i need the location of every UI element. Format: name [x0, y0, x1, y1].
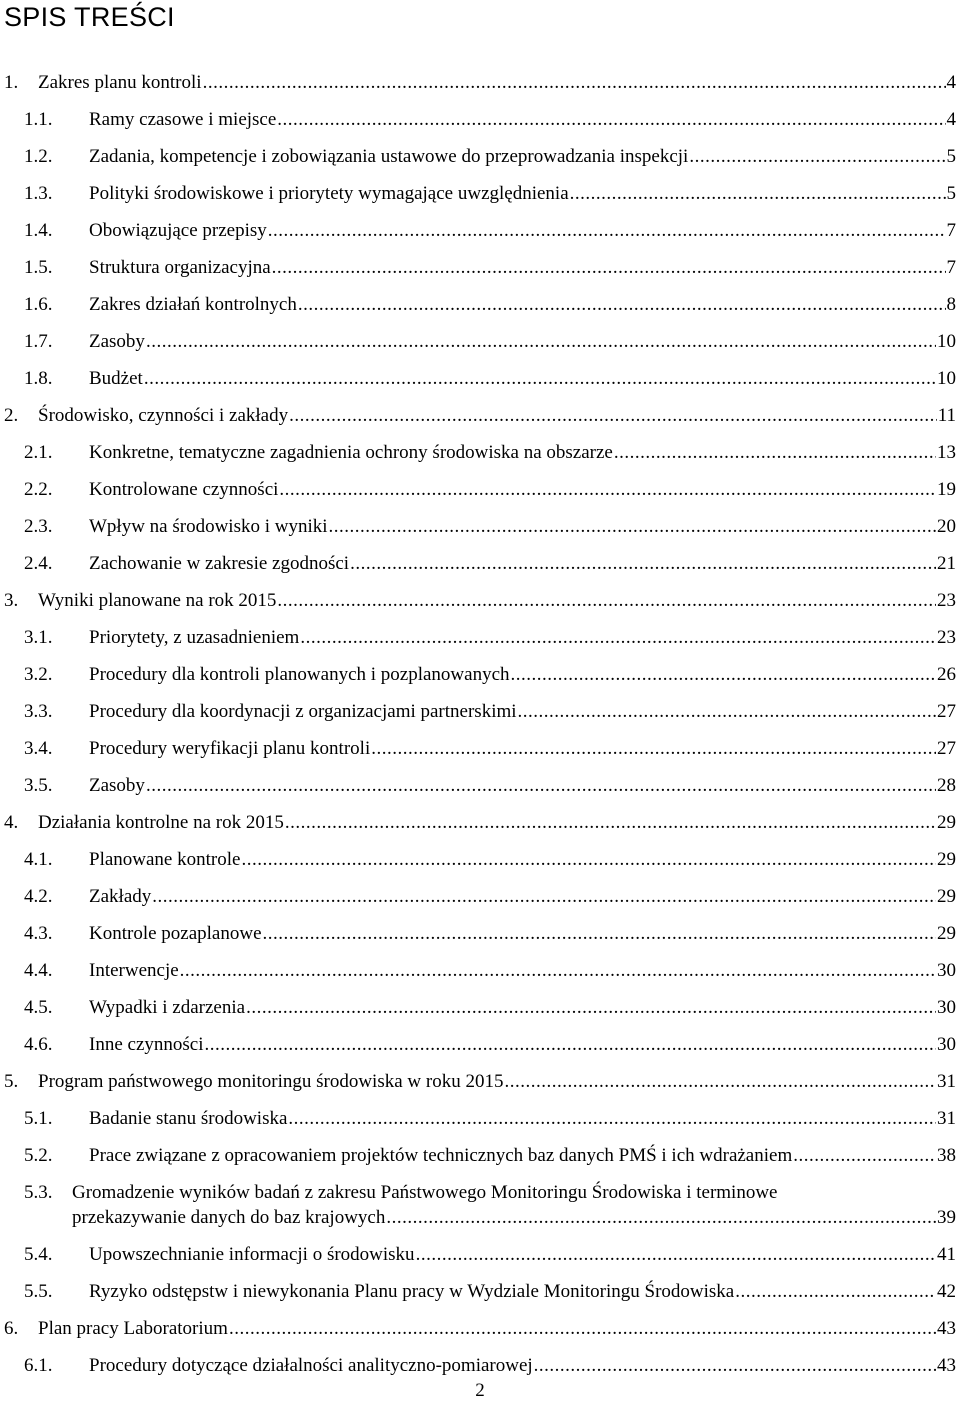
toc-entry-title: Badanie stanu środowiska [89, 1108, 288, 1129]
toc-entry-page: 7 [946, 257, 956, 278]
toc-entry-page: 42 [937, 1281, 956, 1302]
toc-entry-page: 23 [937, 590, 956, 611]
toc-entry-number: 4. [4, 812, 19, 833]
dot-leader [204, 1033, 936, 1057]
toc-entry-number: 4.1. [24, 849, 53, 870]
dot-leader [144, 367, 936, 391]
page-title: SPIS TREŚCI [4, 2, 175, 32]
dot-leader [570, 182, 946, 206]
dot-leader [279, 478, 936, 502]
toc-entry-title: Konkretne, tematyczne zagadnienia ochrony środowiska na obszarze [89, 442, 613, 463]
toc-entry-page: 29 [937, 812, 956, 833]
toc-entry-number: 1.2. [24, 146, 53, 167]
toc-entry-page: 8 [946, 294, 956, 315]
toc-entry-page: 4 [946, 109, 956, 130]
dot-leader [416, 1243, 936, 1267]
toc-entry-page: 31 [937, 1108, 956, 1129]
toc-entry-page: 21 [937, 553, 956, 574]
toc-entry-title: Zakłady [89, 886, 152, 907]
toc-entry-page: 38 [937, 1145, 956, 1166]
toc-entry-title: Polityki środowiskowe i priorytety wymagające uwzględnienia [89, 183, 569, 204]
dot-leader [152, 885, 936, 909]
toc-entry-page: 4 [946, 72, 956, 93]
dot-leader [146, 330, 936, 354]
toc-entry-title: Wpływ na środowisko i wyniki [89, 516, 328, 537]
dot-leader [329, 515, 936, 539]
toc-entry-number: 3.4. [24, 738, 53, 759]
toc-entry-number: 4.5. [24, 997, 53, 1018]
toc-entry-title: Struktura organizacyjna [89, 257, 271, 278]
toc-entry-title: Procedury dotyczące działalności analityczno-pomiarowej [89, 1355, 533, 1376]
dot-leader [203, 71, 946, 95]
toc-entry-number: 2. [4, 405, 19, 426]
toc-entry-page: 29 [937, 886, 956, 907]
toc-entry-title: Planowane kontrole [89, 849, 241, 870]
page-number: 2 [475, 1380, 485, 1401]
toc-entry-title: Zachowanie w zakresie zgodności [89, 553, 350, 574]
toc-entry-title: Zasoby [89, 331, 145, 352]
dot-leader [285, 811, 936, 835]
toc-entry-number: 1. [4, 72, 19, 93]
toc-entry-title: Wyniki planowane na rok 2015 [38, 590, 277, 611]
toc-entry-number: 1.6. [24, 294, 53, 315]
dot-leader [350, 552, 936, 576]
toc-entry-number: 3.1. [24, 627, 53, 648]
toc-entry-title: Środowisko, czynności i zakłady [38, 405, 289, 426]
toc-entry-number: 6. [4, 1318, 19, 1339]
toc-entry-title: Wypadki i zdarzenia [89, 997, 246, 1018]
dot-leader [146, 774, 936, 798]
toc-entry-page: 5 [946, 183, 956, 204]
toc-entry-page: 19 [937, 479, 956, 500]
toc-entry-page: 29 [937, 923, 956, 944]
dot-leader [371, 737, 936, 761]
toc-entry-title: Obowiązujące przepisy [89, 220, 267, 241]
toc-entry-title: Upowszechnianie informacji o środowisku [89, 1244, 415, 1265]
toc-entry-page: 39 [937, 1207, 956, 1228]
dot-leader [263, 922, 936, 946]
toc-entry-title: Plan pracy Laboratorium [38, 1318, 228, 1339]
toc-entry-title: Budżet [89, 368, 143, 389]
toc-entry-number: 5.3. [24, 1182, 53, 1203]
toc-entry-number: 1.5. [24, 257, 53, 278]
toc-entry-title: Zakres planu kontroli [38, 72, 202, 93]
toc-entry-page: 30 [937, 997, 956, 1018]
dot-leader [300, 626, 936, 650]
toc-entry-number: 1.7. [24, 331, 53, 352]
toc-entry-title: Priorytety, z uzasadnieniem [89, 627, 300, 648]
dot-leader [277, 589, 936, 613]
toc-entry-number: 1.1. [24, 109, 53, 130]
toc-entry-number: 3.3. [24, 701, 53, 722]
toc-entry-number: 2.2. [24, 479, 53, 500]
dot-leader [288, 1107, 936, 1131]
toc-entry-number: 5.5. [24, 1281, 53, 1302]
dot-leader [277, 108, 945, 132]
toc-entry-number: 2.3. [24, 516, 53, 537]
toc-entry-page: 31 [937, 1071, 956, 1092]
toc-entry-page: 7 [946, 220, 956, 241]
toc-entry-page: 26 [937, 664, 956, 685]
toc-entry-page: 28 [937, 775, 956, 796]
toc-entry-page: 27 [937, 738, 956, 759]
toc-entry-page: 27 [937, 701, 956, 722]
dot-leader [504, 1070, 936, 1094]
toc-entry-number: 1.4. [24, 220, 53, 241]
toc-entry-number: 2.1. [24, 442, 53, 463]
toc-entry-page: 23 [937, 627, 956, 648]
toc-entry-number: 4.2. [24, 886, 53, 907]
toc-entry-page: 30 [937, 1034, 956, 1055]
toc-entry-title: Inne czynności [89, 1034, 204, 1055]
toc-entry-page: 11 [937, 405, 956, 426]
toc-entry-number: 4.4. [24, 960, 53, 981]
toc-entry-number: 4.6. [24, 1034, 53, 1055]
toc-entry-number: 1.8. [24, 368, 53, 389]
toc-entry-page: 20 [937, 516, 956, 537]
toc-entry-title: Procedury weryfikacji planu kontroli [89, 738, 371, 759]
toc-entry-title: Prace związane z opracowaniem projektów technicznych baz danych PMŚ i ich wdrażaniem [89, 1145, 793, 1166]
dot-leader [386, 1206, 936, 1230]
toc-entry-title: Kontrole pozaplanowe [89, 923, 262, 944]
dot-leader [793, 1144, 936, 1168]
dot-leader [511, 663, 936, 687]
toc-entry-page: 10 [937, 368, 956, 389]
toc-entry-page: 41 [937, 1244, 956, 1265]
dot-leader [272, 256, 946, 280]
dot-leader [689, 145, 945, 169]
dot-leader [298, 293, 946, 317]
toc-entry-title: Kontrolowane czynności [89, 479, 279, 500]
dot-leader [229, 1317, 936, 1341]
toc-entry-title: Zakres działań kontrolnych [89, 294, 297, 315]
toc-entry-title: Procedury dla kontroli planowanych i pozplanowanych [89, 664, 510, 685]
toc-entry-title: Program państwowego monitoringu środowiska w roku 2015 [38, 1071, 504, 1092]
toc-entry-page: 30 [937, 960, 956, 981]
toc-entry-title: Zadania, kompetencje i zobowiązania ustawowe do przeprowadzania inspekcji [89, 146, 689, 167]
toc-entry-title: Zasoby [89, 775, 145, 796]
toc-entry-title: Ramy czasowe i miejsce [89, 109, 277, 130]
toc-entry-title: Procedury dla koordynacji z organizacjami partnerskimi [89, 701, 517, 722]
toc-entry-number: 5.4. [24, 1244, 53, 1265]
toc-entry-page: 43 [937, 1318, 956, 1339]
toc-entry-title: przekazywanie danych do baz krajowych [72, 1207, 386, 1228]
toc-entry-page: 29 [937, 849, 956, 870]
toc-entry-title: Działania kontrolne na rok 2015 [38, 812, 284, 833]
toc-entry-page: 5 [946, 146, 956, 167]
toc-entry-page: 13 [937, 442, 956, 463]
toc-entry-number: 5. [4, 1071, 19, 1092]
toc-entry-title-line1: Gromadzenie wyników badań z zakresu Państwowego Monitoringu Środowiska i terminowe [72, 1182, 778, 1203]
dot-leader [735, 1280, 936, 1304]
toc-entry-number: 5.1. [24, 1108, 53, 1129]
toc-entry-number: 5.2. [24, 1145, 53, 1166]
dot-leader [614, 441, 936, 465]
toc-entry-number: 3.5. [24, 775, 53, 796]
toc-entry-page: 10 [937, 331, 956, 352]
toc-entry-number: 2.4. [24, 553, 53, 574]
dot-leader [518, 700, 936, 724]
toc-entry-title: Ryzyko odstępstw i niewykonania Planu pracy w Wydziale Monitoringu Środowiska [89, 1281, 735, 1302]
dot-leader [268, 219, 946, 243]
toc-entry-page: 43 [937, 1355, 956, 1376]
toc-entry-title: Interwencje [89, 960, 179, 981]
dot-leader [289, 404, 937, 428]
dot-leader [246, 996, 936, 1020]
dot-leader [241, 848, 936, 872]
dot-leader [180, 959, 936, 983]
toc-entry-number: 6.1. [24, 1355, 53, 1376]
toc-entry-number: 3. [4, 590, 19, 611]
toc-entry-number: 1.3. [24, 183, 53, 204]
toc-entry-number: 4.3. [24, 923, 53, 944]
dot-leader [534, 1354, 936, 1378]
toc-entry-number: 3.2. [24, 664, 53, 685]
